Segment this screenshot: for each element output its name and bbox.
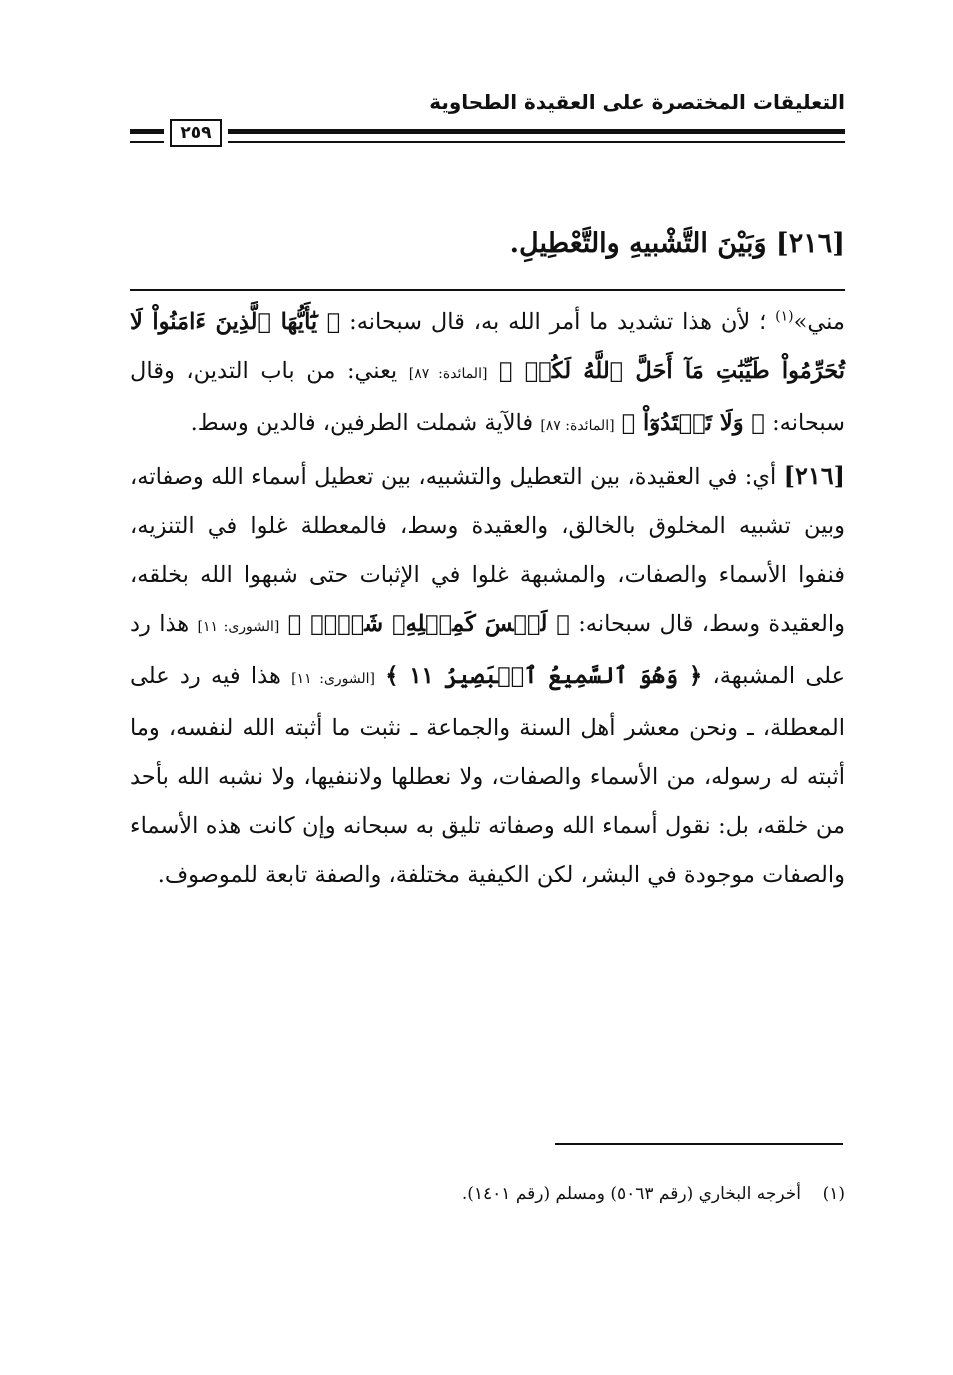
text-fragment: مني»: [793, 309, 845, 335]
footnote: [125, 1180, 845, 1208]
matn-separator-rule: [130, 289, 845, 291]
text-fragment: ؛ لأن هذا تشديد ما أمر الله به، قال سبحانه:: [349, 309, 767, 335]
text-fragment: يعني: من باب التدين، وقال سبحانه:: [130, 358, 845, 436]
paragraph-2: [130, 451, 845, 900]
text-fragment: فالآية شملت الطرفين، فالدين وسط.: [190, 410, 534, 436]
quran-quote: ﴿ لَيۡسَ كَمِثۡلِهِۦ شَيۡءٞ ﴾: [287, 611, 570, 637]
header-ornament-bar: [130, 129, 164, 134]
header-rule-thick: [228, 129, 845, 134]
matn-text-line: [125, 222, 845, 266]
paragraph-1: [130, 298, 845, 451]
quran-reference: [المائدة: ٨٧]: [540, 418, 615, 434]
footnote-marker: (١): [822, 1184, 845, 1204]
header-rule-thin: [228, 141, 845, 143]
commentary-body: [130, 298, 845, 900]
page-header-title: التعليقات المختصرة على العقيدة الطحاوية: [429, 90, 845, 114]
quran-quote: ﴿ وَهُوَ ٱلسَّمِيعُ ٱلۡبَصِيرُ ١١ ﴾: [385, 663, 703, 689]
footnote-separator-rule: [555, 1143, 843, 1145]
matn-number: [٢١٦]: [775, 228, 845, 259]
text-fragment: أي: في العقيدة، بين التعطيل والتشبيه، بين تعطيل أسماء الله وصفاته، وبين تشبيه المخلوق بالخالق، والعقيدة وسط، فالمعطلة غلوا في التنزيه، فنفوا الأسماء والصفات، والمشبهة غلوا في الإثبات حتى شبهوا الله بخلقه، والعقيدة وسط، قال سبحانه:: [130, 464, 846, 637]
matn-text: وَبَيْنَ التَّشْبيهِ والتَّعْطِيلِ.: [509, 228, 767, 259]
text-fragment: هذا رد على المشبهة،: [130, 611, 846, 689]
footnote-text: أخرجه البخاري (رقم ٥٠٦٣) ومسلم (رقم ١٤٠١).: [461, 1184, 801, 1204]
page-number: ٢٥٩: [170, 119, 222, 147]
quran-reference: [الشورى: ١١]: [291, 671, 375, 687]
quran-quote: ﴿ يَٰٓأَيُّهَا ٱلَّذِينَ ءَامَنُواْ لَا تُحَرِّمُواْ طَيِّبَٰتِ مَآ أَحَلَّ ٱللَّهُ لَكُمۡ ﴾: [130, 309, 845, 384]
quran-reference: [المائدة: ٨٧]: [408, 366, 488, 382]
quran-quote: ﴿ وَلَا تَعۡتَدُوٓاْ ﴾: [621, 410, 765, 436]
footnote-reference: (١): [775, 308, 794, 325]
header-ornament-bar: [130, 141, 164, 143]
text-fragment: هذا فيه رد على المعطلة، ـ ونحن معشر أهل السنة والجماعة ـ نثبت ما أثبته الله لنفسه، وما أثبته له رسوله، من الأسماء والصفات، ولا نعطلها ولاننفيها، ولا نشبه الله بأحد من خلقه، بل: نقول أسماء الله وصفاته تليق به سبحانه وإن كانت هذه الأسماء والصفات موجودة في البشر، لكن الكيفية مختلفة، والصفة تابعة للموصوف.: [130, 663, 845, 888]
commentary-number: [٢١٦]: [783, 461, 846, 490]
quran-reference: [الشورى: ١١]: [197, 619, 280, 635]
